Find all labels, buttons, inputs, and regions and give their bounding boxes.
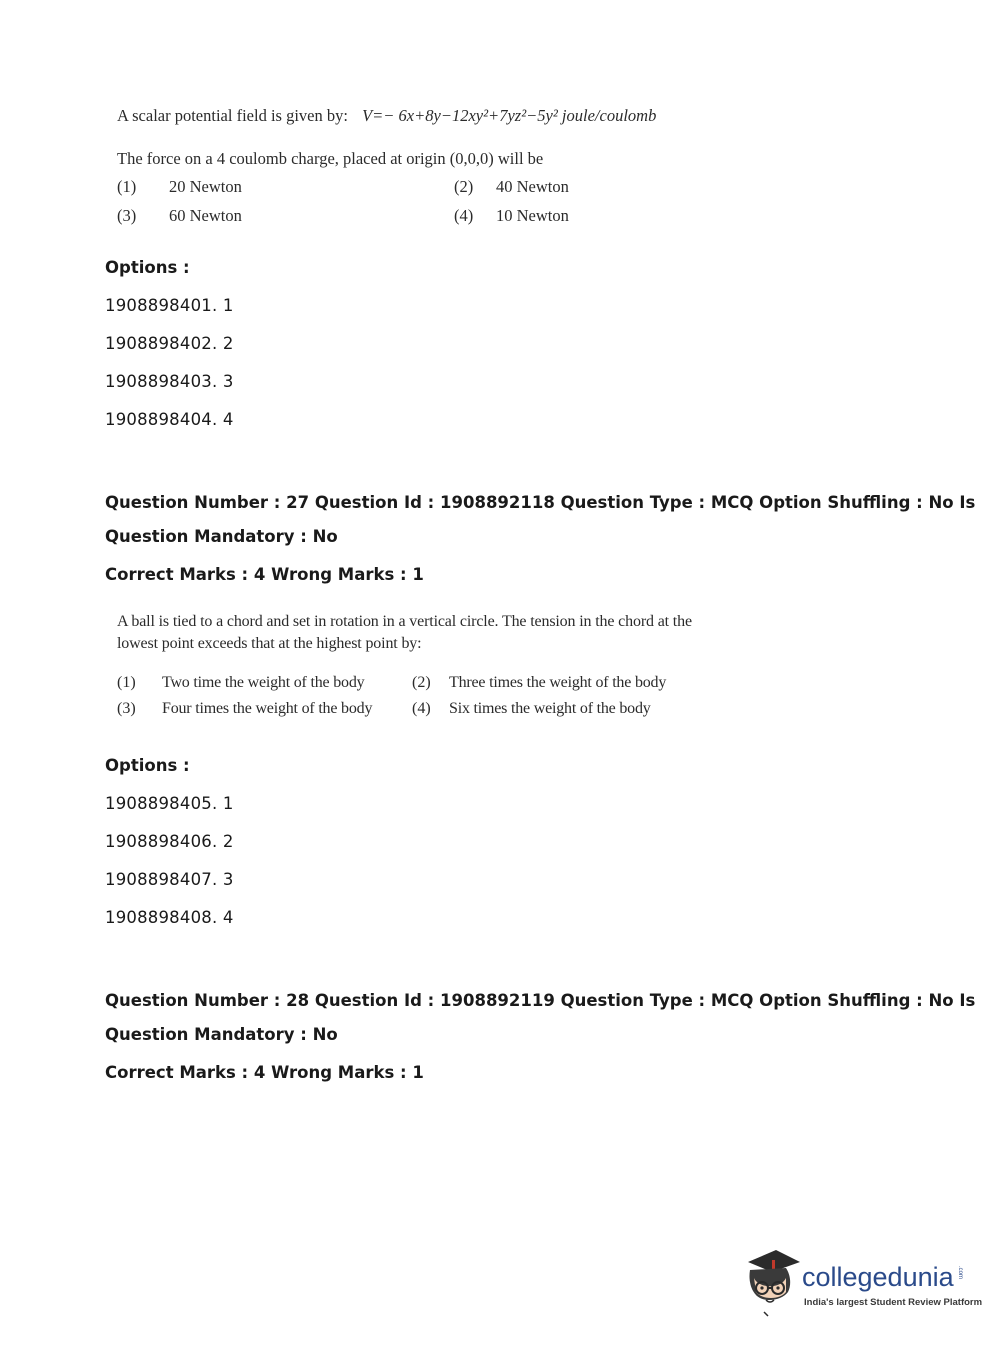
q27-stem-line1: A ball is tied to a chord and set in rotation in a vertical circle. The tension in the chord at the [117,613,692,630]
q26-choice-3-num: (3) [117,206,137,225]
q26-option-3: 1908898403. 3 [105,372,234,391]
q26-choice-2-text: 40 Newton [496,177,569,196]
q27-choice-3-num: (3) [117,700,136,717]
q26-choice-1-text: 20 Newton [169,177,242,196]
q27-option-1: 1908898405. 1 [105,794,234,813]
q26-stem [117,106,656,126]
q27-option-3: 1908898407. 3 [105,870,234,889]
q26-choice-4-num: (4) [454,206,474,225]
q26-option-2: 1908898402. 2 [105,334,234,353]
q26-choice-3-text: 60 Newton [169,206,242,225]
q27-choice-4-text: Six times the weight of the body [449,700,651,717]
q28-header-line2: Question Mandatory : No [105,1025,338,1044]
q27-choice-1-text: Two time the weight of the body [162,674,365,691]
q26-option-4: 1908898404. 4 [105,410,234,429]
q27-stem-line2: lowest point exceeds that at the highest point by: [117,635,422,652]
q26-choice-1-num: (1) [117,177,137,196]
q26-stem-prefix: A scalar potential field is given by: [117,106,348,125]
collegedunia-wordmark: collegedunia [802,1262,954,1292]
q26-option-1: 1908898401. 1 [105,296,234,315]
q28-marks: Correct Marks : 4 Wrong Marks : 1 [105,1063,424,1082]
q27-option-4: 1908898408. 4 [105,908,234,927]
collegedunia-mascot-logo [742,1248,802,1318]
q27-marks: Correct Marks : 4 Wrong Marks : 1 [105,565,424,584]
q26-options-label: Options : [105,258,190,277]
q26-stem-line2: The force on a 4 coulomb charge, placed at origin (0,0,0) will be [117,149,544,168]
q27-choice-4-num: (4) [412,700,431,717]
q26-choice-4-text: 10 Newton [496,206,569,225]
q26-equation: V=− 6x+8y−12xy²+7yz²−5y² joule/coulomb [362,106,657,125]
q27-header-line1: Question Number : 27 Question Id : 1908892118 Question Type : MCQ Option Shuffling : No Is [105,493,976,512]
q27-choice-1-num: (1) [117,674,136,691]
q28-header-line1: Question Number : 28 Question Id : 1908892119 Question Type : MCQ Option Shuffling : No Is [105,991,976,1010]
q27-choice-2-num: (2) [412,674,431,691]
q27-header-line2: Question Mandatory : No [105,527,338,546]
q26-choice-2-num: (2) [454,177,474,196]
q27-choice-2-text: Three times the weight of the body [449,674,667,691]
collegedunia-tagline: India's largest Student Review Platform [804,1297,983,1308]
collegedunia-domain-suffix: .com [957,1266,963,1280]
q27-choice-3-text: Four times the weight of the body [162,700,373,717]
q27-options-label: Options : [105,756,190,775]
q27-option-2: 1908898406. 2 [105,832,234,851]
